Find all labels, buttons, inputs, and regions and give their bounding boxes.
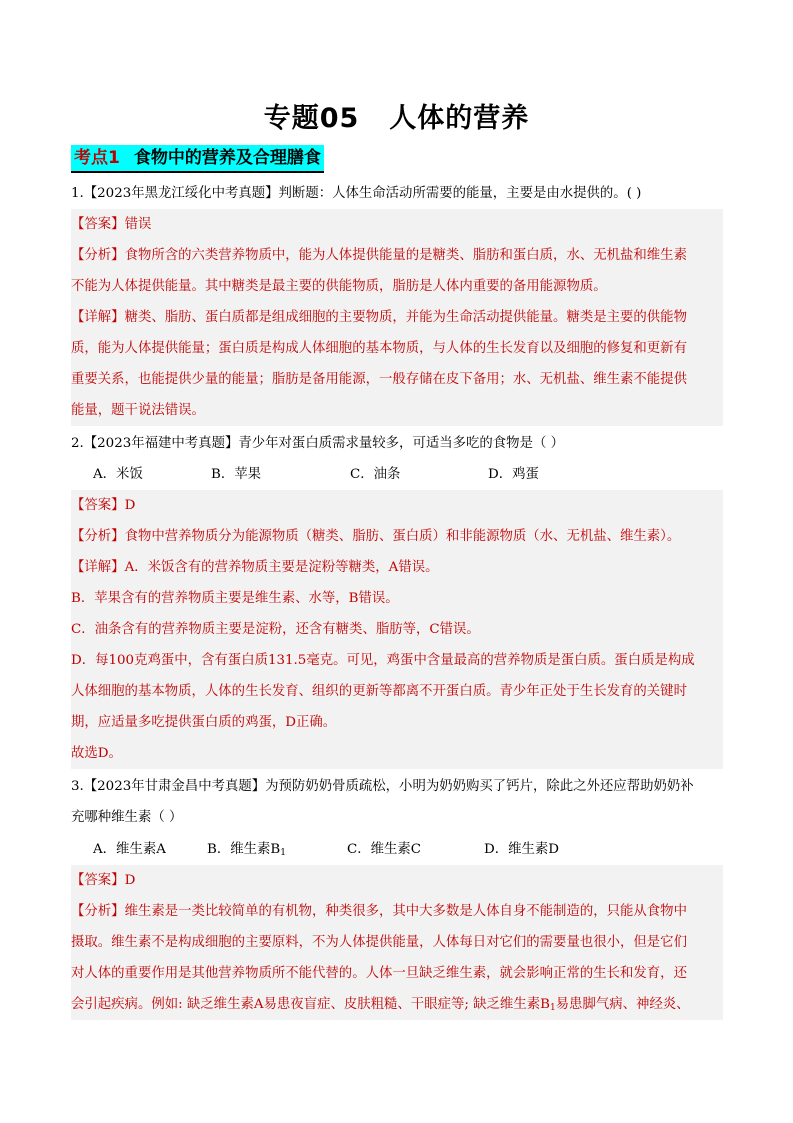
- q3-answer: [71, 865, 723, 896]
- q3-analysis-line-2: 摄取。维生素不是构成细胞的主要原料，不为人体提供能量，人体每日对它们的需要量也很小，但是它们: [71, 927, 723, 958]
- q3-analysis-line-1: [71, 896, 723, 927]
- q3-analysis-line-3: 对人体的重要作用是其他营养物质所不能代替的。人体一旦缺乏维生素，就会影响正常的生长和发育，还: [71, 958, 723, 989]
- q1-stem: 1.【2023年黑龙江绥化中考真题】判断题：人体生命活动所需要的能量，主要是由水提供的。( ): [71, 186, 642, 201]
- q1-detail-line-2: 质，能为人体提供能量；蛋白质是构成人体细胞的基本物质，与人体的生长发育以及细胞的修复和更新有: [71, 333, 723, 364]
- q3-stem-line-1: 3.【2023年甘肃金昌中考真题】为预防奶奶骨质疏松，小明为奶奶购买了钙片，除此之外还应帮助奶奶补: [71, 779, 694, 794]
- q3-option-d: D．维生素D: [484, 842, 560, 857]
- q1-detail-line-1: [71, 302, 723, 333]
- q1-answer-tag: 【答案】: [71, 217, 125, 232]
- q3-analysis-tag: 【分析】: [71, 904, 125, 919]
- q2-analysis-tag: 【分析】: [71, 529, 125, 544]
- q3-option-b: [207, 834, 347, 865]
- q2-answer-tag: 【答案】: [71, 498, 125, 513]
- q1-answer-text: 错误: [124, 217, 152, 232]
- q3-options: [71, 834, 745, 865]
- q1-detail-tag: 【详解】: [71, 310, 125, 325]
- q3-analysis-subscript: 1: [549, 1003, 556, 1013]
- title-topic-name: 人体的营养: [389, 103, 530, 134]
- q2-option-c: C．油条: [350, 467, 401, 482]
- q2-detail-line-5: 人体细胞的基本物质，人体的生长发育、组织的更新等都离不开蛋白质。青少年正处于生长发育的关键时: [71, 676, 723, 707]
- q3-option-b-subscript: 1: [280, 848, 286, 858]
- q1-detail-text-1: 糖类、脂肪、蛋白质都是组成细胞的主要物质，并能为生命活动提供能量。糖类是主要的供能物: [124, 310, 687, 325]
- q1-analysis-line-1: [71, 240, 723, 271]
- q3-answer-text: D: [124, 873, 136, 888]
- q2-detail-line-6: 期，应适量多吃提供蛋白质的鸡蛋，D正确。: [71, 707, 723, 738]
- q2-answer-text: D: [124, 498, 136, 513]
- q2-detail-line-1: [71, 552, 723, 583]
- q1-detail-line-4: 能量，题干说法错误。: [71, 395, 723, 426]
- q1-analysis-tag: 【分析】: [71, 248, 125, 263]
- q2-option-b: B．苹果: [211, 467, 262, 482]
- q1-analysis-line-2: 不能为人体提供能量。其中糖类是最主要的供能物质，脂肪是人体内重要的备用能源物质。: [71, 271, 723, 302]
- section-heading: [71, 145, 324, 173]
- q2-detail-line-3: C．油条含有的营养物质主要是淀粉，还含有糖类、脂肪等，C错误。: [71, 614, 723, 645]
- page-title: [0, 96, 793, 135]
- q2-detail-line-4: D．每100克鸡蛋中，含有蛋白质131.5毫克。可见，鸡蛋中含量最高的营养物质是蛋白质。蛋白质是构成: [71, 645, 723, 676]
- q2-option-d: D．鸡蛋: [488, 467, 539, 482]
- q2-analysis-text-1: 食物中营养物质分为能源物质（糖类、脂肪、蛋白质）和非能源物质（水、无机盐、维生素）。: [124, 529, 681, 544]
- q2-answer: [71, 490, 723, 521]
- title-topic-number: 专题05: [263, 103, 360, 134]
- section-name: 食物中的营养及合理膳食: [133, 148, 321, 168]
- q3-analysis-text-4: 会引起疾病。例如: 缺乏维生素A易患夜盲症、皮肤粗糙、干眼症等; 缺乏维生素B: [71, 997, 550, 1012]
- q3-option-b-text: B．维生素B: [207, 842, 281, 857]
- q3-analysis-text-1: 维生素是一类比较简单的有机物，种类很多，其中大多数是人体自身不能制造的，只能从食物中: [124, 904, 687, 919]
- q3-analysis-line-4: [71, 989, 723, 1020]
- q2-detail-line-7: 故选D。: [71, 738, 723, 769]
- q2-stem: 2.【2023年福建中考真题】青少年对蛋白质需求量较多，可适当多吃的食物是（ ）: [71, 436, 564, 451]
- q1-detail-line-3: 重要关系，也能提供少量的能量；脂肪是备用能源，一般存储在皮下备用；水、无机盐、维生素不能提供: [71, 364, 723, 395]
- q2-detail-text-1: A．米饭含有的营养物质主要是淀粉等糖类，A错误。: [124, 560, 439, 575]
- q1-analysis-text-1: 食物所含的六类营养物质中，能为人体提供能量的是糖类、脂肪和蛋白质，水、无机盐和维生素: [124, 248, 687, 263]
- q3-stem-line-2: 充哪种维生素（ ）: [71, 810, 183, 825]
- q3-answer-tag: 【答案】: [71, 873, 125, 888]
- q2-detail-line-2: B．苹果含有的营养物质主要是维生素、水等，B错误。: [71, 583, 723, 614]
- q3-option-c: C．维生素C: [347, 842, 422, 857]
- q2-analysis-line-1: [71, 521, 723, 552]
- q2-detail-tag: 【详解】: [71, 560, 125, 575]
- q2-option-a: A．米饭: [93, 467, 143, 482]
- section-kaodian: 考点1: [74, 148, 120, 168]
- q2-options: [71, 459, 745, 490]
- q3-analysis-text-4-end: 易患脚气病、神经炎、: [555, 997, 690, 1012]
- q1-answer: [71, 209, 723, 240]
- q3-option-a: A．维生素A: [93, 842, 166, 857]
